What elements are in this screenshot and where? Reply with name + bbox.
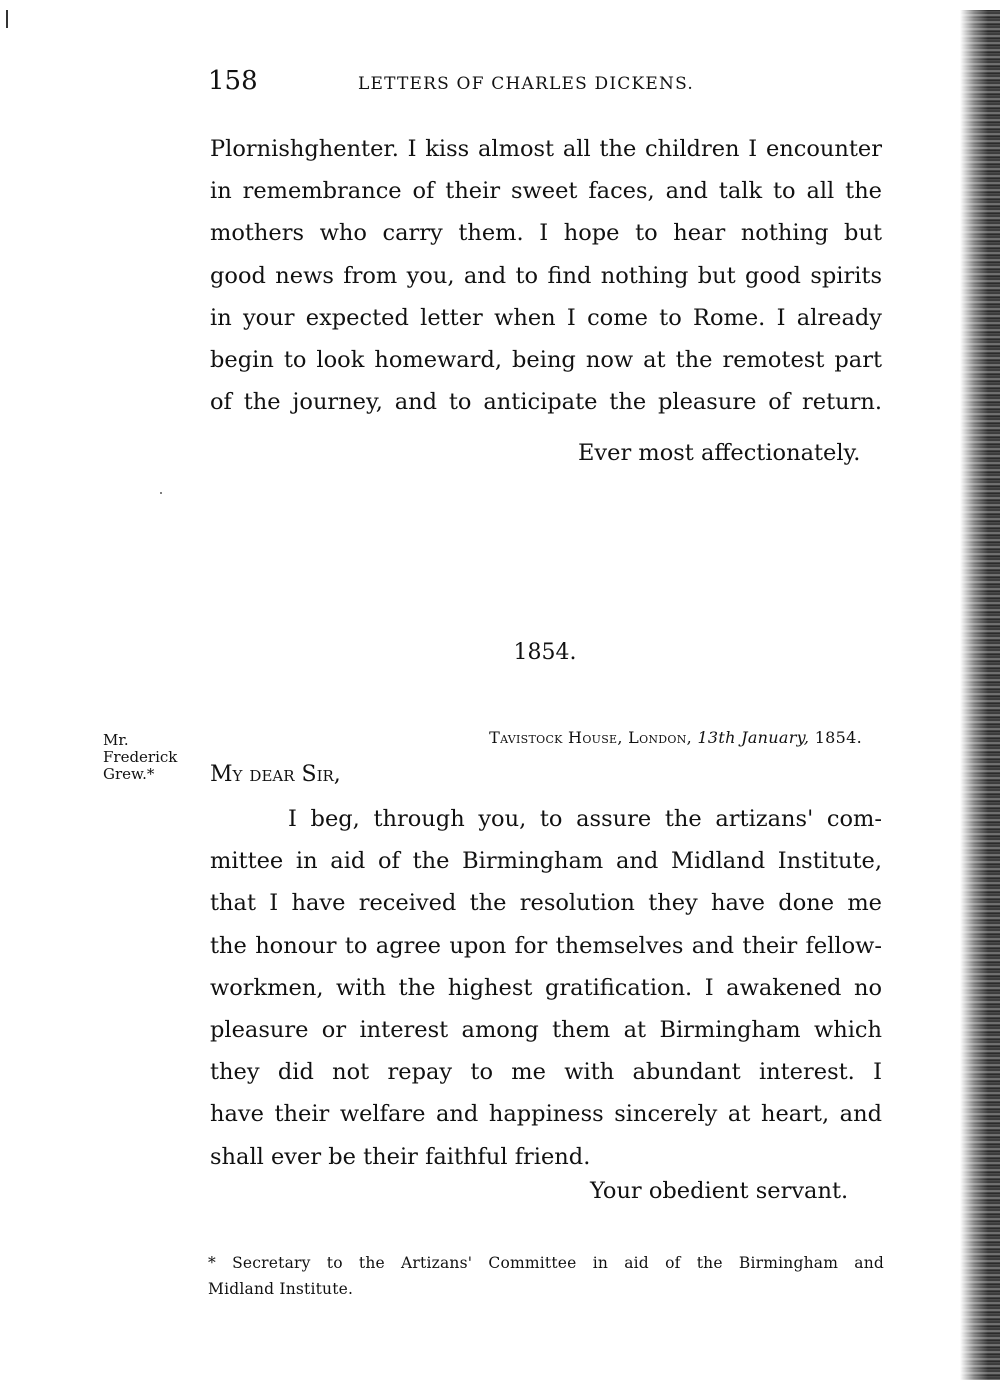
text-line: mittee in aid of the Birmingham and Midland Institute, (210, 848, 882, 875)
dateline-year: 1854. (814, 728, 862, 747)
footnote-line: Midland Institute. (208, 1280, 354, 1298)
dateline-address: Tavistock House, London, (489, 728, 693, 747)
page-number: 158 (208, 66, 258, 96)
text-line: pleasure or interest among them at Birmingham which (210, 1016, 882, 1043)
letter-2-closing: Your obedient servant. (590, 1178, 849, 1204)
letter-2-dateline (489, 728, 862, 747)
text-line: I beg, through you, to assure the artizans' com- (288, 806, 882, 832)
text-line: that I have received the resolution they have done me (210, 890, 882, 917)
text-line: have their welfare and happiness sincerely at heart, and (210, 1101, 882, 1128)
text-line: they did not repay to me with abundant interest. I (210, 1059, 882, 1086)
letter-2-body (210, 798, 882, 1178)
dateline-date: 13th January, (697, 728, 810, 747)
margin-note-line: Mr. (103, 731, 129, 749)
page-header (208, 66, 888, 102)
text-line: the honour to agree upon for themselves and their fellow- (210, 932, 882, 959)
text-line: begin to look homeward, being now at the remotest part (210, 346, 882, 373)
text-line: Plornishghenter. I kiss almost all the children I encounter (210, 136, 882, 162)
margin-recipient-note (103, 732, 203, 783)
margin-note-line: Grew.* (103, 765, 155, 783)
letter-1-closing: Ever most affectionately. (578, 440, 861, 466)
footnote (208, 1250, 884, 1302)
footnote-line: * Secretary to the Artizans' Committee in aid of the Birmingham and (208, 1254, 884, 1272)
year-heading: 1854. (513, 640, 577, 665)
letter-2-salutation: My dear Sir, (210, 762, 341, 787)
margin-note-line: Frederick (103, 748, 178, 766)
text-line: in your expected letter when I come to Rome. I already (210, 304, 882, 331)
text-line: of the journey, and to anticipate the pleasure of return. (210, 389, 882, 416)
text-line: workmen, with the highest gratification. I awakened no (210, 974, 882, 1001)
running-title: LETTERS OF CHARLES DICKENS. (358, 74, 694, 94)
text-line: good news from you, and to find nothing but good spirits (210, 262, 882, 289)
text-line: shall ever be their faithful friend. (210, 1143, 591, 1170)
scan-artifact-mark (6, 10, 8, 28)
text-line: mothers who carry them. I hope to hear nothing but (210, 220, 882, 247)
letter-1-body (210, 128, 882, 423)
scan-speck (160, 492, 162, 494)
text-line: in remembrance of their sweet faces, and talk to all the (210, 178, 882, 205)
page-binding-edge (960, 10, 1000, 1380)
